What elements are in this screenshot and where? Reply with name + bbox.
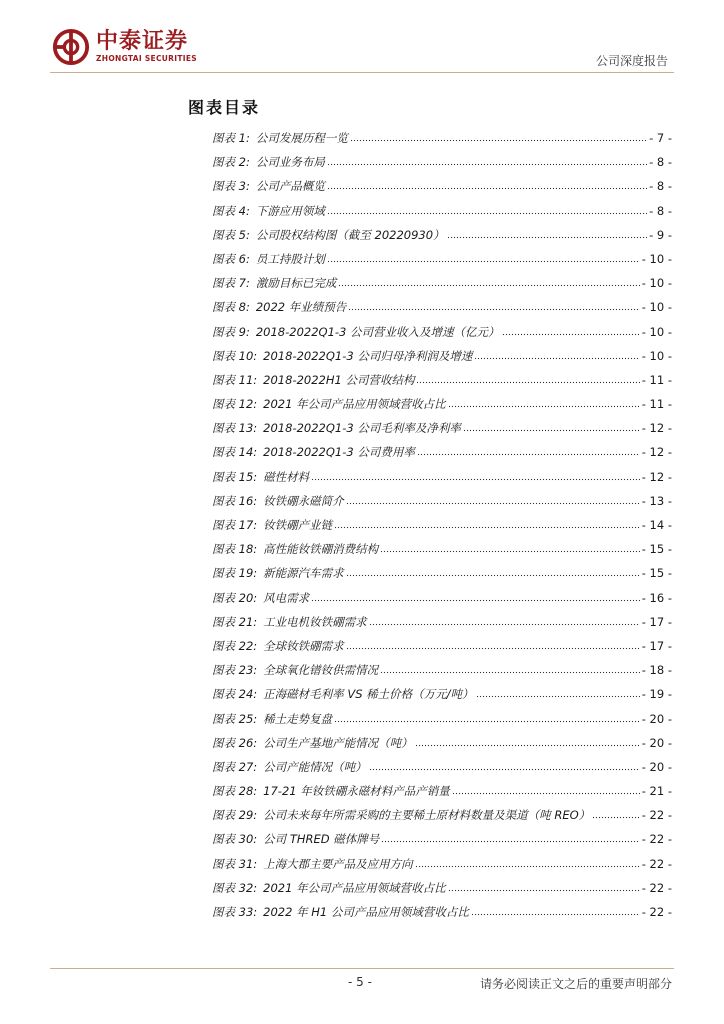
toc-dot-leader	[381, 829, 639, 843]
toc-entry-page: - 13 -	[641, 493, 672, 508]
toc-entry-caption: 公司发展历程一览	[255, 131, 348, 145]
toc-entry-caption: 钕铁硼永磁简介	[263, 493, 344, 508]
page-header	[0, 0, 724, 80]
toc-entry[interactable]	[212, 636, 672, 660]
toc-dot-leader	[338, 273, 639, 287]
toc-entry[interactable]	[212, 515, 672, 539]
toc-entry-label: 图表 1:	[212, 131, 250, 145]
toc-dot-leader	[334, 709, 640, 723]
toc-entry-page: - 7 -	[649, 131, 672, 145]
toc-entry[interactable]	[212, 757, 672, 781]
toc-title: 图表目录	[188, 98, 261, 117]
toc-entry[interactable]	[212, 418, 672, 442]
toc-entry[interactable]	[212, 805, 672, 829]
toc-entry[interactable]	[212, 346, 672, 370]
page-number: - 5 -	[348, 975, 372, 989]
toc-entry-caption: 磁性材料	[263, 469, 310, 484]
toc-entry-label: 图表 20:	[212, 590, 258, 605]
toc-entry-page: - 18 -	[641, 663, 672, 678]
toc-entry-label: 图表 3:	[212, 179, 250, 194]
toc-dot-leader	[452, 781, 640, 795]
toc-entry[interactable]	[212, 370, 672, 394]
toc-entry[interactable]	[212, 128, 672, 152]
toc-dot-leader	[327, 176, 647, 190]
toc-entry-caption: 激励目标已完成	[255, 276, 337, 291]
toc-entry-label: 图表 22:	[212, 638, 258, 653]
toc-entry[interactable]	[212, 322, 672, 346]
toc-entry-page: - 17 -	[641, 638, 672, 653]
toc-dot-leader	[346, 636, 640, 650]
toc-entry-page: - 22 -	[641, 856, 672, 871]
toc-entry-caption: 高性能钕铁硼消费结构	[263, 542, 379, 557]
toc-entry[interactable]	[212, 588, 672, 612]
toc-entry[interactable]	[212, 612, 672, 636]
toc-entry-caption: 上海大郡主要产品及应用方向	[263, 856, 413, 871]
toc-entry-label: 图表 25:	[212, 711, 258, 726]
toc-dot-leader	[327, 249, 640, 263]
toc-entry-label: 图表 31:	[212, 856, 258, 871]
toc-entry-page: - 14 -	[641, 518, 672, 532]
toc-dot-leader	[447, 225, 648, 239]
toc-entry[interactable]	[212, 152, 672, 176]
toc-dot-leader	[415, 733, 640, 747]
toc-entry-caption: 公司产品概览	[255, 179, 325, 194]
toc-entry-caption: 钕铁硼产业链	[263, 518, 333, 532]
toc-dot-leader	[380, 539, 640, 553]
toc-entry-page: - 11 -	[641, 372, 672, 387]
toc-entry[interactable]	[212, 467, 672, 491]
toc-entry-caption: 2022 年业绩预告	[255, 300, 347, 315]
toc-entry-label: 图表 10:	[212, 348, 258, 363]
toc-entry-page: - 8 -	[649, 155, 672, 170]
toc-dot-leader	[380, 660, 640, 674]
toc-entry-page: - 16 -	[641, 590, 672, 605]
toc-dot-leader	[327, 201, 647, 215]
toc-dot-leader	[474, 346, 639, 360]
toc-entry-caption: 员工持股计划	[255, 251, 325, 266]
toc-entry-page: - 12 -	[641, 445, 672, 460]
toc-entry-label: 图表 18:	[212, 542, 258, 557]
toc-entry-page: - 22 -	[641, 905, 672, 919]
toc-entry-caption: 2021 年公司产品应用领域营收占比	[263, 397, 446, 412]
toc-entry-label: 图表 5:	[212, 227, 250, 242]
toc-entry-page: - 17 -	[641, 614, 672, 629]
toc-dot-leader	[311, 588, 640, 602]
toc-entry-label: 图表 16:	[212, 493, 258, 508]
toc-entry-label: 图表 19:	[212, 566, 258, 581]
toc-entry-page: - 12 -	[641, 421, 672, 436]
toc-entry-caption: 2018-2022Q1-3 公司费用率	[263, 445, 415, 460]
toc-entry-page: - 10 -	[641, 251, 672, 266]
toc-entry-caption: 下游应用领域	[255, 203, 325, 218]
toc-entry-label: 图表 8:	[212, 300, 250, 315]
toc-entry-page: - 15 -	[641, 542, 672, 557]
toc-entry-caption: 公司股权结构图（截至 20220930）	[255, 227, 445, 242]
toc-entry-page: - 20 -	[641, 759, 672, 774]
toc-entry-page: - 21 -	[641, 784, 672, 799]
toc-entry-caption: 新能源汽车需求	[263, 566, 344, 581]
toc-dot-leader	[348, 297, 639, 311]
toc-entry[interactable]	[212, 902, 672, 926]
toc-dot-leader	[448, 394, 640, 408]
toc-dot-leader	[350, 128, 647, 142]
toc-entry-caption: 公司生产基地产能情况（吨）	[263, 735, 413, 750]
toc-entry-label: 图表 13:	[212, 421, 258, 436]
toc-dot-leader	[369, 757, 640, 771]
toc-dot-leader	[592, 805, 640, 819]
toc-entry-caption: 2018-2022Q1-3 公司营业收入及增速（亿元）	[255, 324, 500, 339]
toc-entry-label: 图表 7:	[212, 276, 250, 291]
toc-entry[interactable]	[212, 709, 672, 733]
toc-entry-page: - 12 -	[641, 469, 672, 484]
toc-entry-caption: 2021 年公司产品应用领域营收占比	[263, 880, 446, 895]
toc-entry-label: 图表 6:	[212, 251, 250, 266]
toc-entry-label: 图表 17:	[212, 518, 258, 532]
toc-entry-label: 图表 24:	[212, 687, 258, 702]
zhongtai-logo-icon	[52, 28, 90, 66]
figure-toc-list	[212, 128, 672, 926]
toc-entry-caption: 工业电机钕铁硼需求	[263, 614, 367, 629]
company-logo	[52, 28, 197, 66]
toc-entry-label: 图表 9:	[212, 324, 250, 339]
toc-entry-label: 图表 32:	[212, 880, 258, 895]
toc-entry[interactable]	[212, 297, 672, 321]
toc-entry-page: - 22 -	[641, 808, 672, 823]
toc-entry-label: 图表 21:	[212, 614, 258, 629]
footer-disclaimer: 请务必阅读正文之后的重要声明部分	[479, 977, 672, 991]
toc-dot-leader	[502, 322, 640, 336]
toc-entry-page: - 19 -	[641, 687, 672, 702]
toc-dot-leader	[476, 684, 640, 698]
toc-dot-leader	[327, 152, 647, 166]
toc-entry-caption: 2022 年 H1 公司产品应用领域营收占比	[263, 905, 469, 919]
footer-divider	[50, 968, 674, 969]
toc-entry-page: - 8 -	[649, 203, 672, 218]
toc-entry-label: 图表 23:	[212, 663, 258, 678]
toc-entry[interactable]	[212, 491, 672, 515]
toc-entry-page: - 20 -	[641, 735, 672, 750]
toc-entry[interactable]	[212, 878, 672, 902]
toc-dot-leader	[463, 418, 640, 432]
toc-entry-label: 图表 2:	[212, 155, 250, 170]
toc-entry-page: - 20 -	[641, 711, 672, 726]
toc-entry[interactable]	[212, 225, 672, 249]
toc-dot-leader	[369, 612, 640, 626]
toc-dot-leader	[448, 878, 640, 892]
toc-entry-label: 图表 4:	[212, 203, 250, 218]
toc-entry[interactable]	[212, 854, 672, 878]
logo-name-cn: 中泰证券	[96, 29, 189, 54]
toc-entry-label: 图表 27:	[212, 759, 258, 774]
toc-entry-label: 图表 15:	[212, 469, 258, 484]
toc-entry-page: - 8 -	[649, 179, 672, 194]
toc-entry-page: - 22 -	[641, 880, 672, 895]
toc-entry[interactable]	[212, 442, 672, 466]
toc-entry-label: 图表 11:	[212, 372, 258, 387]
toc-entry[interactable]	[212, 249, 672, 273]
toc-dot-leader	[415, 854, 640, 868]
toc-entry[interactable]	[212, 176, 672, 200]
toc-entry-page: - 10 -	[641, 300, 672, 315]
toc-entry-caption: 稀土走势复盘	[263, 711, 333, 726]
toc-dot-leader	[311, 467, 640, 481]
toc-dot-leader	[334, 515, 640, 529]
toc-dot-leader	[416, 370, 639, 384]
toc-entry-caption: 公司未来每年所需采购的主要稀土原材料数量及渠道（吨 REO）	[263, 808, 591, 823]
toc-dot-leader	[346, 491, 640, 505]
toc-entry[interactable]	[212, 829, 672, 853]
toc-entry-caption: 公司业务布局	[255, 155, 325, 170]
toc-entry-label: 图表 12:	[212, 397, 258, 412]
toc-dot-leader	[471, 902, 640, 916]
toc-entry-caption: 正海磁材毛利率 VS 稀土价格（万元/吨）	[263, 687, 474, 702]
toc-entry[interactable]	[212, 394, 672, 418]
toc-entry-caption: 公司产能情况（吨）	[263, 759, 367, 774]
toc-entry[interactable]	[212, 201, 672, 225]
toc-entry-page: - 11 -	[641, 397, 672, 412]
toc-entry-caption: 全球氧化镨钕供需情况	[263, 663, 379, 678]
toc-entry-caption: 风电需求	[263, 590, 310, 605]
toc-entry[interactable]	[212, 539, 672, 563]
toc-entry[interactable]	[212, 660, 672, 684]
toc-entry-caption: 2018-2022Q1-3 公司毛利率及净利率	[263, 421, 461, 436]
toc-entry-page: - 15 -	[641, 566, 672, 581]
toc-entry-label: 图表 14:	[212, 445, 258, 460]
toc-entry-page: - 9 -	[649, 227, 672, 242]
toc-entry-page: - 22 -	[641, 832, 672, 847]
toc-entry[interactable]	[212, 563, 672, 587]
toc-entry-label: 图表 33:	[212, 905, 258, 919]
toc-entry-caption: 2018-2022Q1-3 公司归母净利润及增速	[263, 348, 473, 363]
toc-entry[interactable]	[212, 684, 672, 708]
toc-entry-caption: 全球钕铁硼需求	[263, 638, 344, 653]
toc-entry-caption: 2018-2022H1 公司营收结构	[263, 372, 415, 387]
report-type: 公司深度报告	[595, 54, 668, 68]
logo-name-en: ZHONGTAI SECURITIES	[96, 54, 197, 63]
toc-entry-label: 图表 30:	[212, 832, 258, 847]
toc-entry-page: - 10 -	[641, 324, 672, 339]
toc-entry-page: - 10 -	[641, 276, 672, 291]
toc-entry-label: 图表 29:	[212, 808, 258, 823]
toc-entry-caption: 17-21 年钕铁硼永磁材料产品产销量	[263, 784, 450, 799]
toc-entry[interactable]	[212, 273, 672, 297]
toc-entry[interactable]	[212, 781, 672, 805]
header-divider	[50, 72, 674, 73]
toc-entry-label: 图表 26:	[212, 735, 258, 750]
toc-entry[interactable]	[212, 733, 672, 757]
toc-entry-page: - 10 -	[641, 348, 672, 363]
toc-entry-label: 图表 28:	[212, 784, 258, 799]
toc-entry-caption: 公司 THRED 磁体牌号	[263, 832, 380, 847]
toc-dot-leader	[346, 563, 640, 577]
toc-dot-leader	[417, 442, 640, 456]
